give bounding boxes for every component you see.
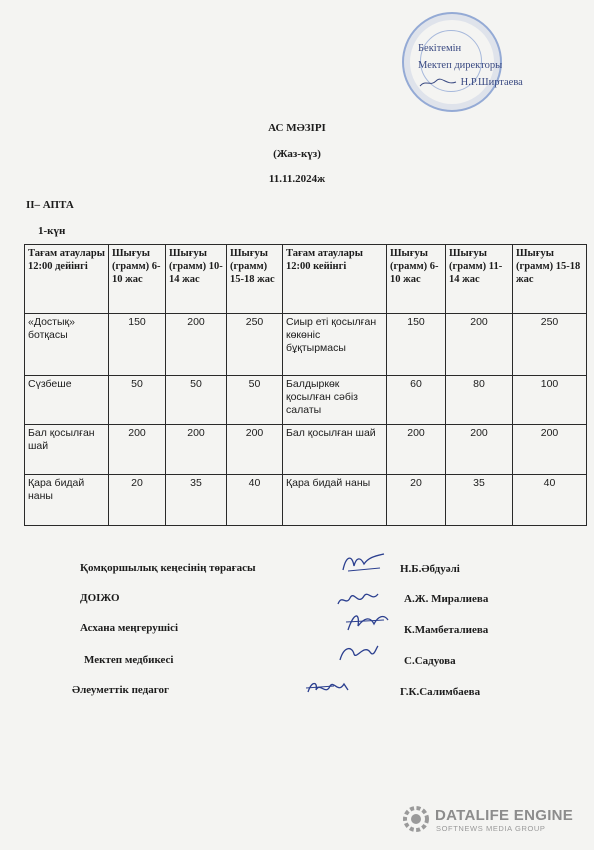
grams-cell: 200: [446, 314, 513, 376]
dish-cell: Бал қосылған шай: [283, 425, 387, 475]
signatory-name: А.Ж. Миралиева: [404, 593, 489, 605]
grams-cell: 60: [387, 376, 446, 425]
dish-cell: Сүзбеше: [25, 376, 109, 425]
table-header-row: [25, 245, 587, 314]
grams-cell: 50: [166, 376, 227, 425]
column-header: Шығуы (грамм) 6-10 жас: [109, 245, 166, 314]
table-row: [25, 314, 587, 376]
grams-cell: 100: [513, 376, 587, 425]
watermark-title: DATALIFE ENGINE: [435, 807, 574, 824]
grams-cell: 200: [513, 425, 587, 475]
grams-cell: 80: [446, 376, 513, 425]
menu-table: [24, 244, 587, 526]
signatory-role: Әлеуметтік педагог: [72, 684, 169, 696]
grams-cell: 20: [387, 475, 446, 526]
grams-cell: 200: [166, 314, 227, 376]
column-header: Шығуы (грамм) 15-18 жас: [513, 245, 587, 314]
column-header: Тағам атаулары 12:00 дейінгі: [25, 245, 109, 314]
watermark-subtitle: SOFTNEWS MEDIA GROUP: [436, 824, 546, 833]
grams-cell: 200: [387, 425, 446, 475]
grams-cell: 200: [446, 425, 513, 475]
grams-cell: 200: [227, 425, 283, 475]
column-header: Шығуы (грамм) 15-18 жас: [227, 245, 283, 314]
approval-line1: Бекітемін: [418, 43, 462, 54]
approval-director-name: Н.Р.Ширтаева: [460, 77, 523, 88]
director-signature-icon: [418, 78, 458, 88]
signature-icon: [334, 640, 380, 666]
signatory-name: С.Садуова: [404, 655, 456, 667]
grams-cell: 40: [227, 475, 283, 526]
signatory-name: К.Мамбеталиева: [404, 624, 489, 636]
column-header: Шығуы (грамм) 10-14 жас: [166, 245, 227, 314]
signatory-name: Н.Б.Әбдуәлі: [400, 563, 460, 575]
signature-icon: [340, 550, 386, 576]
gear-icon: [402, 805, 430, 833]
dish-cell: Бал қосылған шай: [25, 425, 109, 475]
grams-cell: 250: [513, 314, 587, 376]
grams-cell: 50: [109, 376, 166, 425]
signatory-name: Г.К.Салимбаева: [400, 686, 481, 698]
table-row: [25, 376, 587, 425]
grams-cell: 35: [166, 475, 227, 526]
day-label: 1-күн: [38, 225, 66, 237]
grams-cell: 150: [387, 314, 446, 376]
approval-block: [418, 40, 523, 91]
dish-cell: Балдыркөк қосылған сәбіз салаты: [283, 376, 387, 425]
grams-cell: 50: [227, 376, 283, 425]
table-row: [25, 425, 587, 475]
signature-icon: [304, 676, 350, 702]
grams-cell: 20: [109, 475, 166, 526]
column-header: Шығуы (грамм) 6-10 жас: [387, 245, 446, 314]
week-label: II– АПТА: [26, 199, 74, 211]
column-header: Шығуы (грамм) 11-14 жас: [446, 245, 513, 314]
grams-cell: 200: [166, 425, 227, 475]
dish-cell: Сиыр еті қосылған көкөніс бұқтырмасы: [283, 314, 387, 376]
grams-cell: 200: [109, 425, 166, 475]
approval-line2: Мектеп директоры: [418, 60, 503, 71]
season-label: (Жаз-күз): [273, 148, 321, 160]
table-row: [25, 475, 587, 526]
signatory-role: Асхана меңгерушісі: [80, 622, 179, 634]
signatory-role: Мектеп медбикесі: [84, 654, 174, 666]
grams-cell: 40: [513, 475, 587, 526]
dish-cell: «Достық» ботқасы: [25, 314, 109, 376]
column-header: Тағам атаулары 12:00 кейінгі: [283, 245, 387, 314]
signatory-role: ДОІЖО: [80, 592, 120, 604]
grams-cell: 250: [227, 314, 283, 376]
dish-cell: Қара бидай наны: [25, 475, 109, 526]
menu-date: 11.11.2024ж: [268, 173, 326, 185]
grams-cell: 150: [109, 314, 166, 376]
signatory-role: Қомқоршылық кеңесінің төрағасы: [80, 562, 256, 574]
grams-cell: 35: [446, 475, 513, 526]
page-title: АС МӘЗІРІ: [268, 122, 326, 134]
dish-cell: Қара бидай наны: [283, 475, 387, 526]
signature-icon: [344, 608, 390, 634]
